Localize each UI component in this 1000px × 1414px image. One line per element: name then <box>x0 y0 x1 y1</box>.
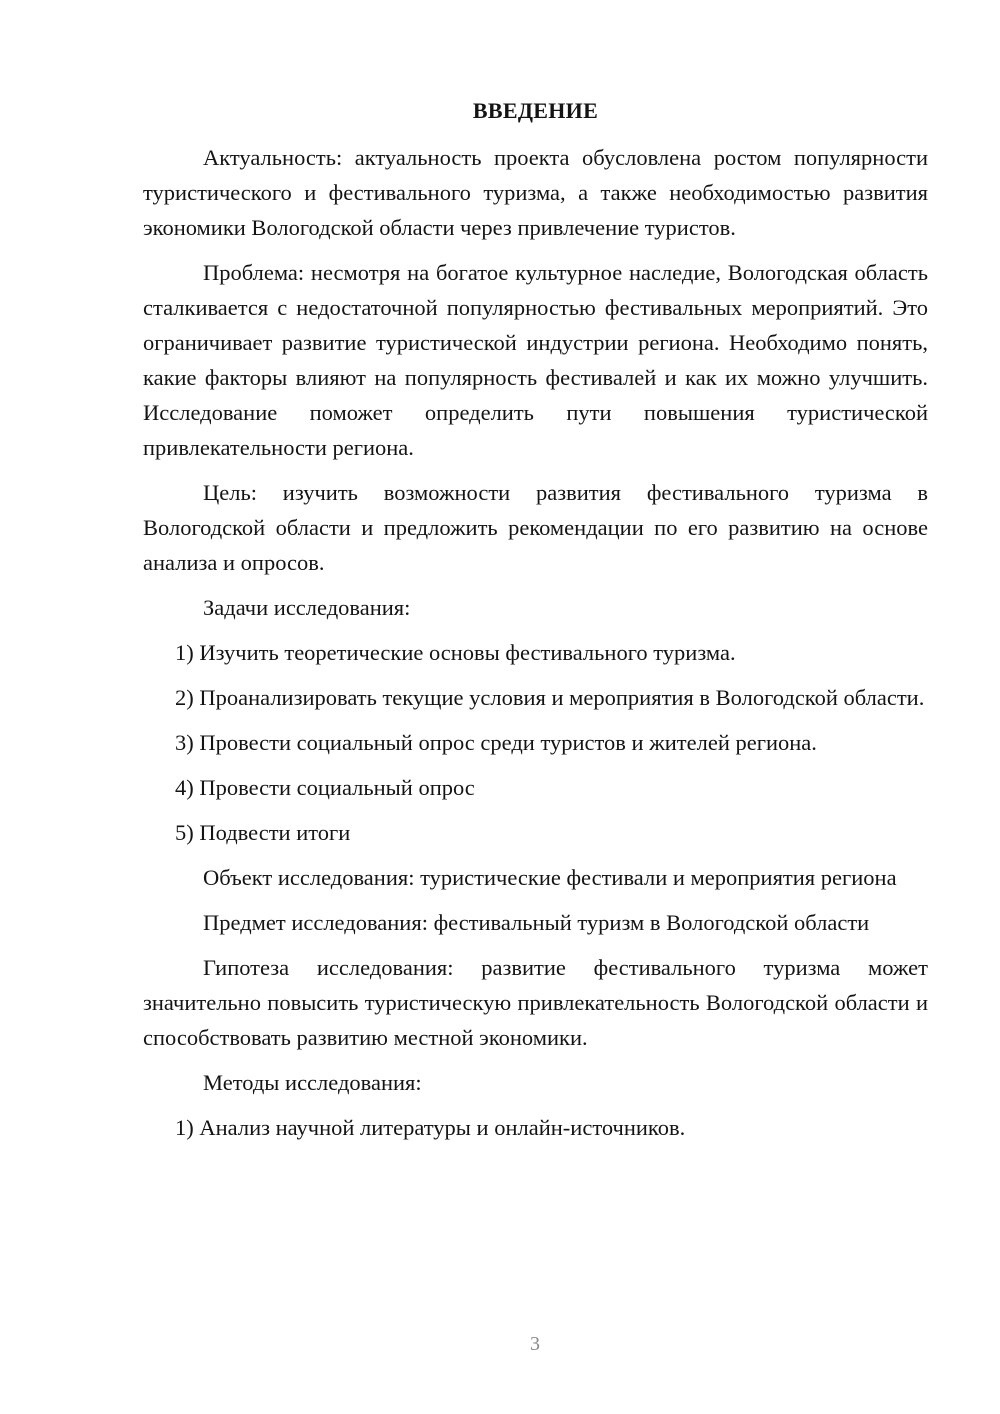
task-item-4: 4) Провести социальный опрос <box>175 775 475 800</box>
tasks-heading: Задачи исследования: <box>203 595 411 620</box>
paragraph-object: Объект исследования: туристические фестивали и мероприятия региона <box>203 865 897 890</box>
paragraph-hypothesis: Гипотеза исследования: развитие фестивального туризма может значительно повысить туристическую привлекательность Вологодской области и способствовать развитию местной экономики. <box>143 955 928 1050</box>
task-item-5: 5) Подвести итоги <box>175 820 351 845</box>
methods-heading: Методы исследования: <box>203 1070 422 1095</box>
paragraph-problem: Проблема: несмотря на богатое культурное наследие, Вологодская область сталкивается с недостаточной популярностью фестивальных мероприятий. Это ограничивает развитие туристической индустрии региона. Необходимо понять, какие факторы влияют на популярность фестивалей и как их можно улучшить. Исследование поможет определить пути повышения туристической привлекательности региона. <box>143 260 928 460</box>
paragraph-relevance: Актуальность: актуальность проекта обусловлена ростом популярности туристического и фестивального туризма, а также необходимостью развития экономики Вологодской области через привлечение туристов. <box>143 145 928 240</box>
paragraph-goal: Цель: изучить возможности развития фестивального туризма в Вологодской области и предложить рекомендации по его развитию на основе анализа и опросов. <box>143 480 928 575</box>
document-page <box>143 96 928 1145</box>
paragraph-subject: Предмет исследования: фестивальный туризм в Вологодской области <box>203 910 870 935</box>
task-item-1: 1) Изучить теоретические основы фестивального туризма. <box>175 640 736 665</box>
method-item-1: 1) Анализ научной литературы и онлайн-источников. <box>175 1115 686 1140</box>
task-item-2: 2) Проанализировать текущие условия и мероприятия в Вологодской области. <box>175 685 925 710</box>
section-title: ВВЕДЕНИЕ <box>472 98 599 123</box>
page-number: 3 <box>530 1333 540 1355</box>
task-item-3: 3) Провести социальный опрос среди туристов и жителей региона. <box>175 730 817 755</box>
